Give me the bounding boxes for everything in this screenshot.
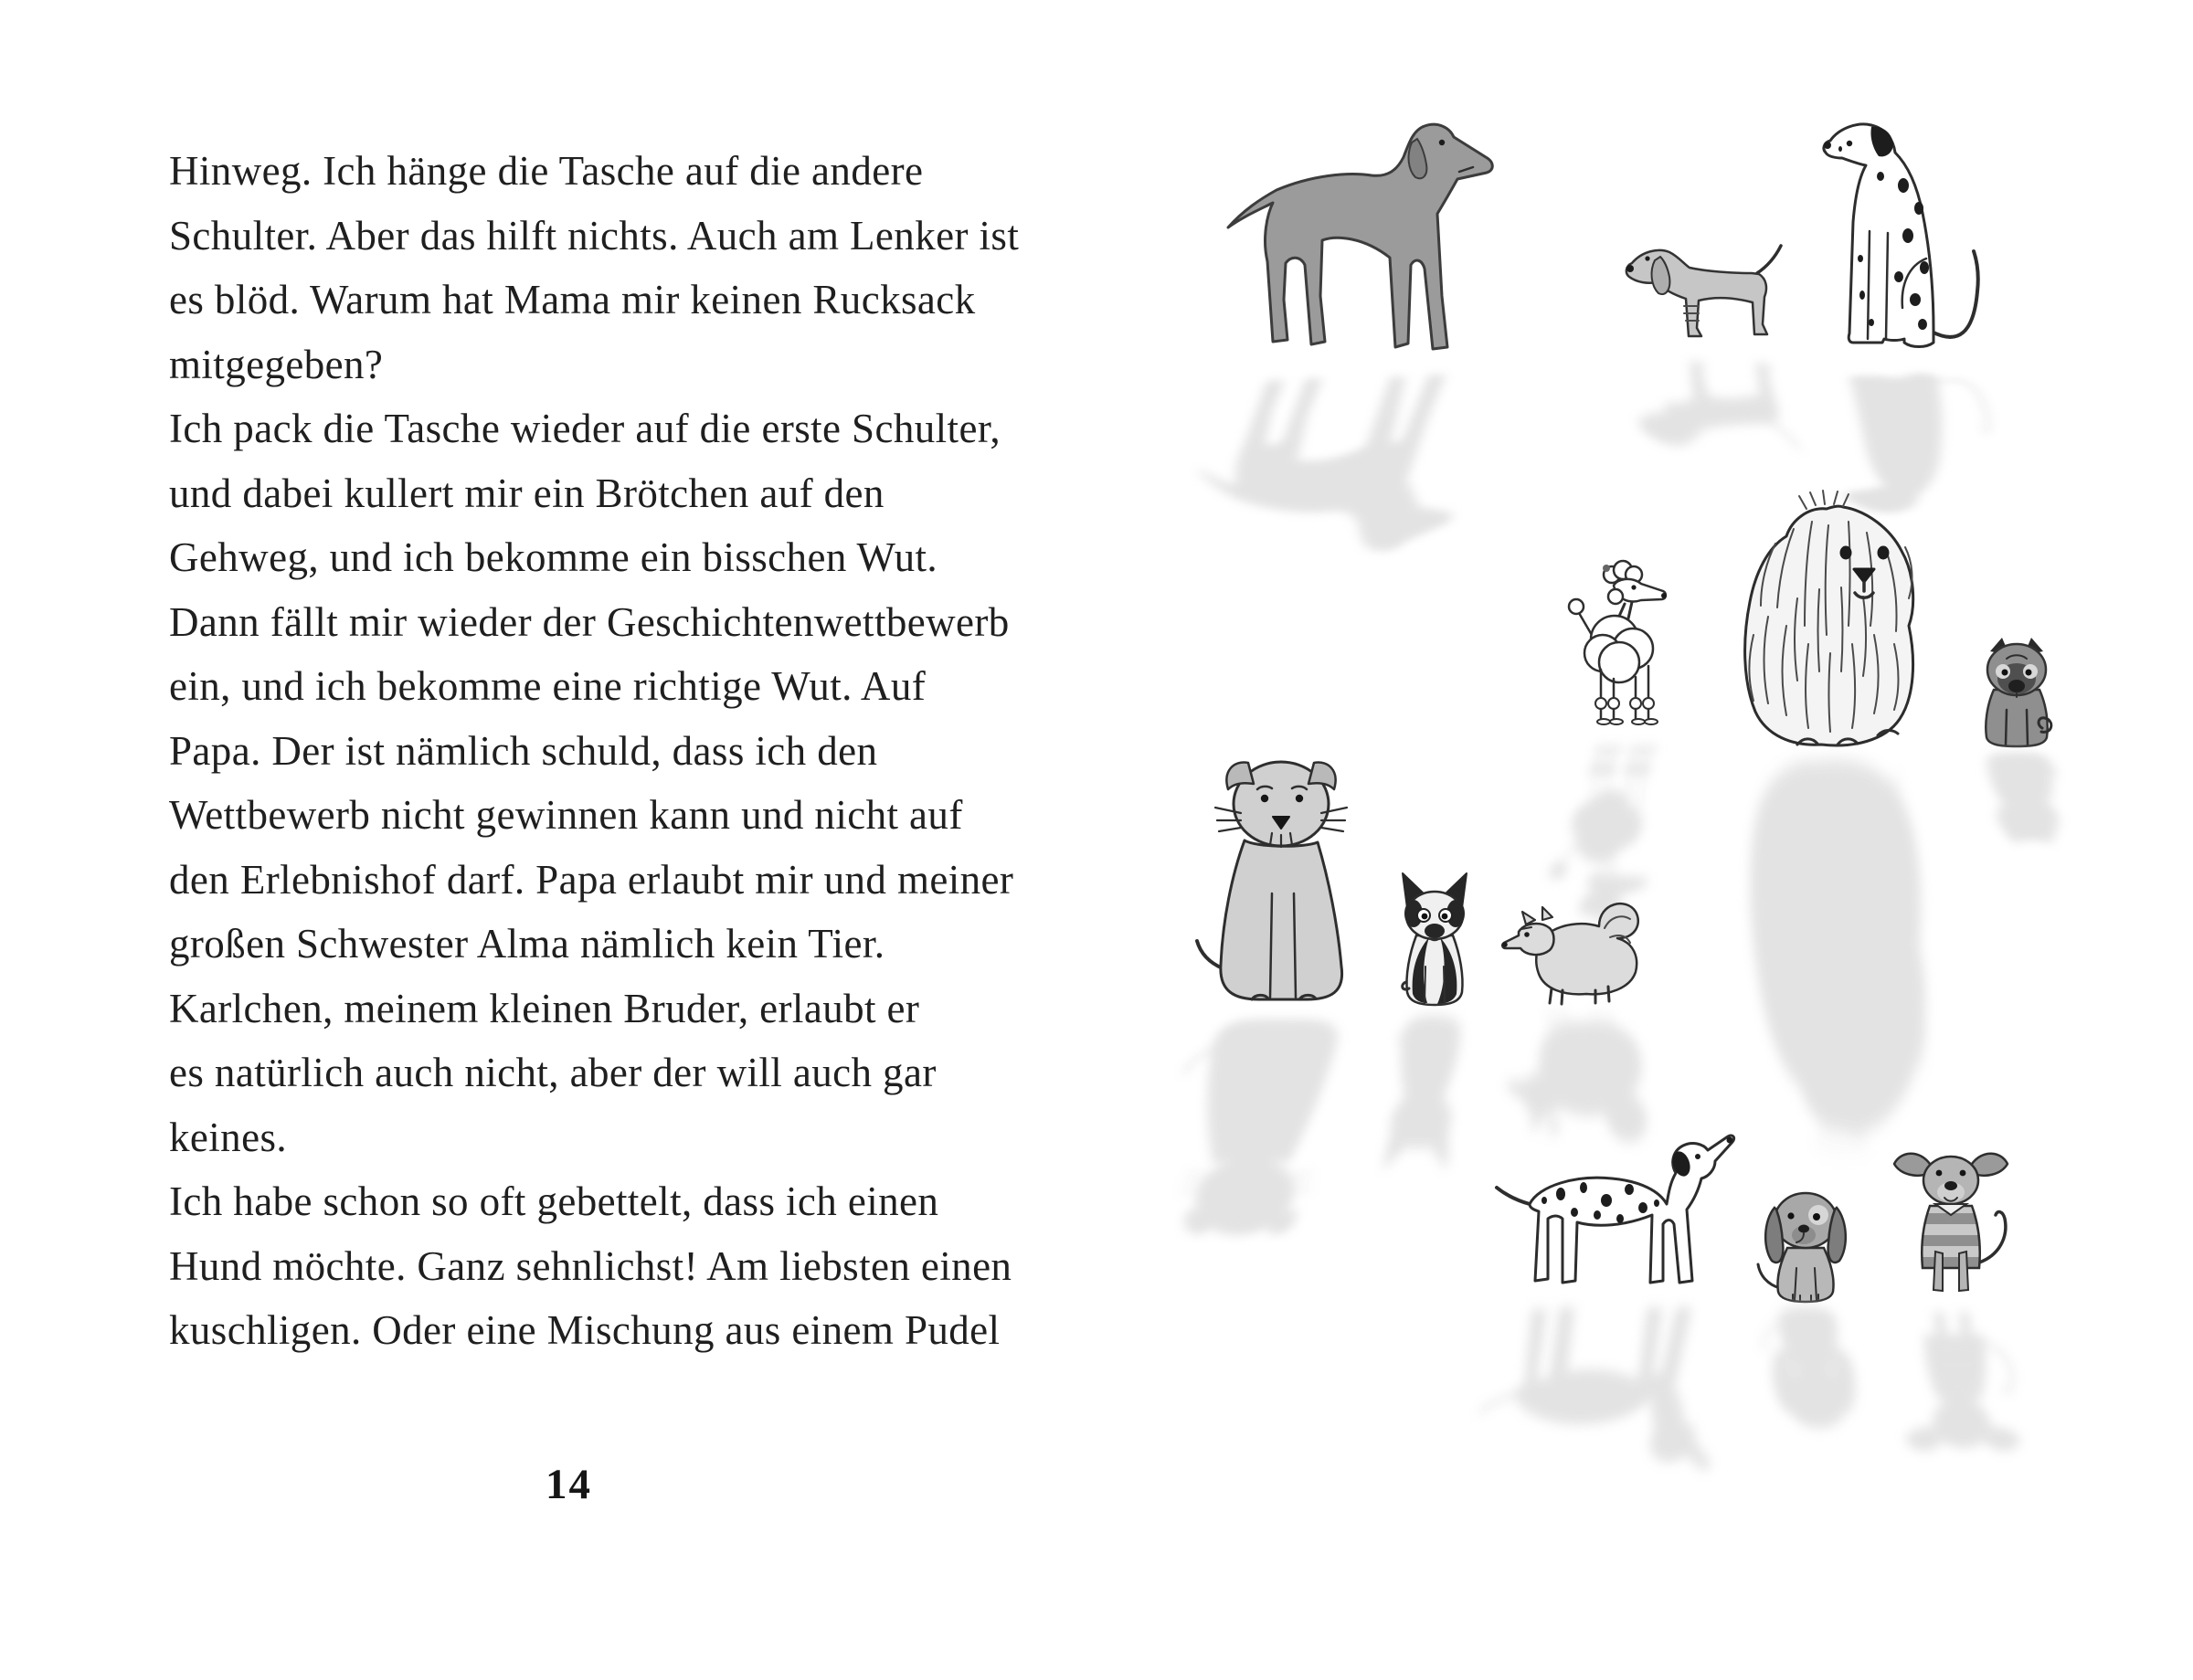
dalmatian-icon	[1817, 112, 1995, 364]
spitz-icon	[1497, 886, 1647, 1007]
text-line: es natürlich auch nicht, aber der will auch gar	[169, 1050, 937, 1095]
striped-sweater-dog-icon	[1882, 1142, 2024, 1302]
page-number: 14	[546, 1461, 592, 1508]
text-line: ein, und ich bekomme eine richtige Wut. Auf	[169, 663, 927, 709]
dalmatian-puppy-icon	[1488, 1116, 1736, 1294]
dachshund-icon	[1622, 240, 1788, 350]
terrier-icon-reflection	[1143, 1010, 1375, 1239]
text-line: Dann fällt mir wieder der Geschichtenwettbewerb	[169, 598, 1010, 645]
pug-icon	[1963, 633, 2071, 750]
sheepdog-icon	[1721, 489, 1933, 752]
text-line: Karlchen, meinem kleinen Bruder, erlaubt er	[169, 985, 920, 1031]
text-line: Schulter. Aber das hilft nichts. Auch am Lenker ist	[169, 212, 1020, 259]
basset-puppy-icon	[1751, 1177, 1860, 1305]
page-text	[169, 139, 1020, 1363]
striped-sweater-dog-icon-reflection	[1882, 1302, 2038, 1462]
text-line: Papa. Der ist nämlich schuld, dass ich den	[169, 727, 878, 774]
text-line: Wettbewerb nicht gewinnen kann und nicht auf	[169, 792, 963, 838]
text-line: Hinweg. Ich hänge die Tasche auf die andere	[169, 148, 924, 194]
pointer-dog-icon	[1220, 119, 1503, 364]
text-line: Gehweg, und ich bekomme ein bisschen Wut.	[169, 534, 938, 580]
text-line: mitgegeben?	[169, 341, 384, 387]
text-line: Ich pack die Tasche wieder auf die erste Schulter,	[169, 406, 1001, 451]
text-line: Ich habe schon so oft gebettelt, dass ich einen	[169, 1178, 939, 1224]
basset-puppy-icon-reflection	[1751, 1305, 1876, 1445]
pointer-dog-icon-reflection	[1168, 364, 1503, 555]
right-page	[1096, 0, 2193, 1680]
text-line: den Erlebnishof darf. Papa erlaubt mir und meiner	[169, 856, 1014, 903]
text-line: keines.	[169, 1114, 288, 1160]
pug-icon-reflection	[1963, 750, 2087, 850]
boston-terrier-icon-reflection	[1361, 1010, 1489, 1174]
dalmatian-puppy-icon-reflection	[1459, 1294, 1736, 1491]
text-line: großen Schwester Alma nämlich kein Tier.	[169, 921, 885, 967]
text-line: es blöd. Warum hat Mama mir keinen Rucksack	[169, 277, 976, 322]
terrier-icon	[1188, 756, 1375, 1010]
text-line: kuschligen. Oder eine Mischung aus einem Pudel	[169, 1307, 1001, 1353]
sheepdog-icon-reflection	[1721, 752, 1951, 1159]
text-line: Hund möchte. Ganz sehnlichst! Am liebsten einen	[169, 1242, 1012, 1289]
dachshund-icon-reflection	[1622, 350, 1807, 454]
left-page	[0, 0, 1096, 1680]
boston-terrier-icon	[1382, 868, 1489, 1010]
text-line: und dabei kullert mir ein Brötchen auf den	[169, 470, 885, 516]
poodle-icon	[1564, 562, 1692, 735]
